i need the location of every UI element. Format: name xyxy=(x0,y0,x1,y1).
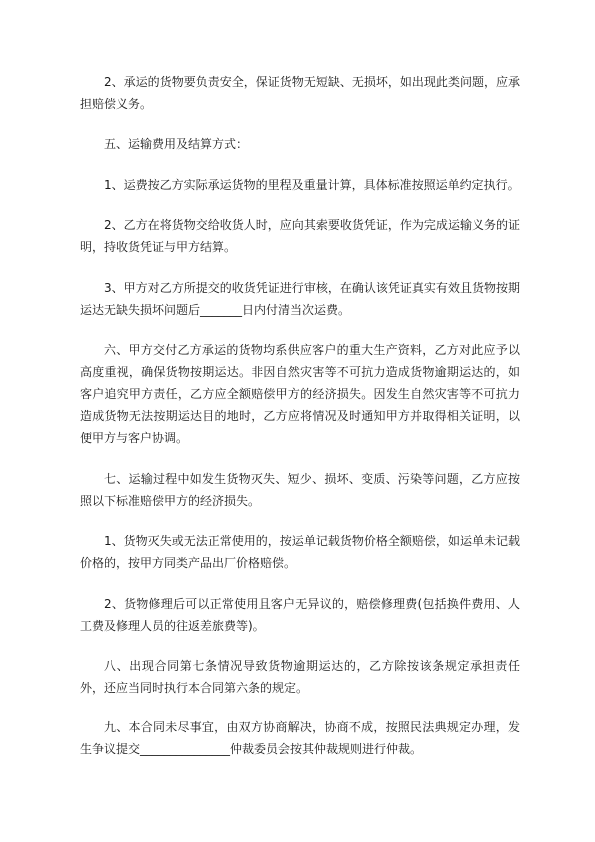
paragraph-repair-compensation: 2、货物修理后可以正常使用且客户无异议的，赔偿修理费(包括换件费用、人工费及修理人员的往返差旅费等)。 xyxy=(80,597,520,633)
paragraph-loss-compensation: 1、货物灭失或无法正常使用的，按运单记载货物价格全额赔偿，如运单未记载价格的，按甲方同类产品出厂价格赔偿。 xyxy=(80,534,520,570)
paragraph-clause-nine: 九、本合同未尽事宜，由双方协商解决，协商不成，按照民法典规定办理，发生争议提交_______________仲裁委员会按其仲裁规则进行仲裁。 xyxy=(80,720,520,756)
paragraph-cargo-safety: 2、承运的货物要负责安全，保证货物无短缺、无损坏，如出现此类问题，应承担赔偿义务。 xyxy=(80,75,520,111)
paragraph-clause-seven: 七、运输过程中如发生货物灭失、短少、损坏、变质、污染等问题，乙方应按照以下标准赔偿甲方的经济损失。 xyxy=(80,472,520,508)
heading-freight-settlement: 五、运输费用及结算方式： xyxy=(104,137,249,151)
paragraph-clause-eight: 八、出现合同第七条情况导致货物逾期运达的，乙方除按该条规定承担责任外，还应当同时执行本合同第六条的规定。 xyxy=(80,659,520,695)
paragraph-freight-calculation: 1、运费按乙方实际承运货物的里程及重量计算，具体标准按照运单约定执行。 xyxy=(104,178,520,192)
paragraph-voucher-review: 3、甲方对乙方所提交的收货凭证进行审核，在确认该凭证真实有效且货物按期运达无缺失损坏问题后_______日内付清当次运费。 xyxy=(80,281,520,317)
paragraph-receipt-voucher: 2、乙方在将货物交给收货人时，应向其索要收货凭证，作为完成运输义务的证明，持收货凭证与甲方结算。 xyxy=(80,218,520,254)
paragraph-clause-six: 六、甲方交付乙方承运的货物均系供应客户的重大生产资料，乙方对此应予以高度重视，确保货物按期运达。非因自然灾害等不可抗力造成货物逾期运达的，如客户追究甲方责任，乙方应全额赔偿甲方的经济损失。因发生自然灾害等不可抗力造成货物无法按期运达目的地时，乙方应将情况及时通知甲方并取得相关证明，以便甲方与客户协调。 xyxy=(80,343,520,445)
